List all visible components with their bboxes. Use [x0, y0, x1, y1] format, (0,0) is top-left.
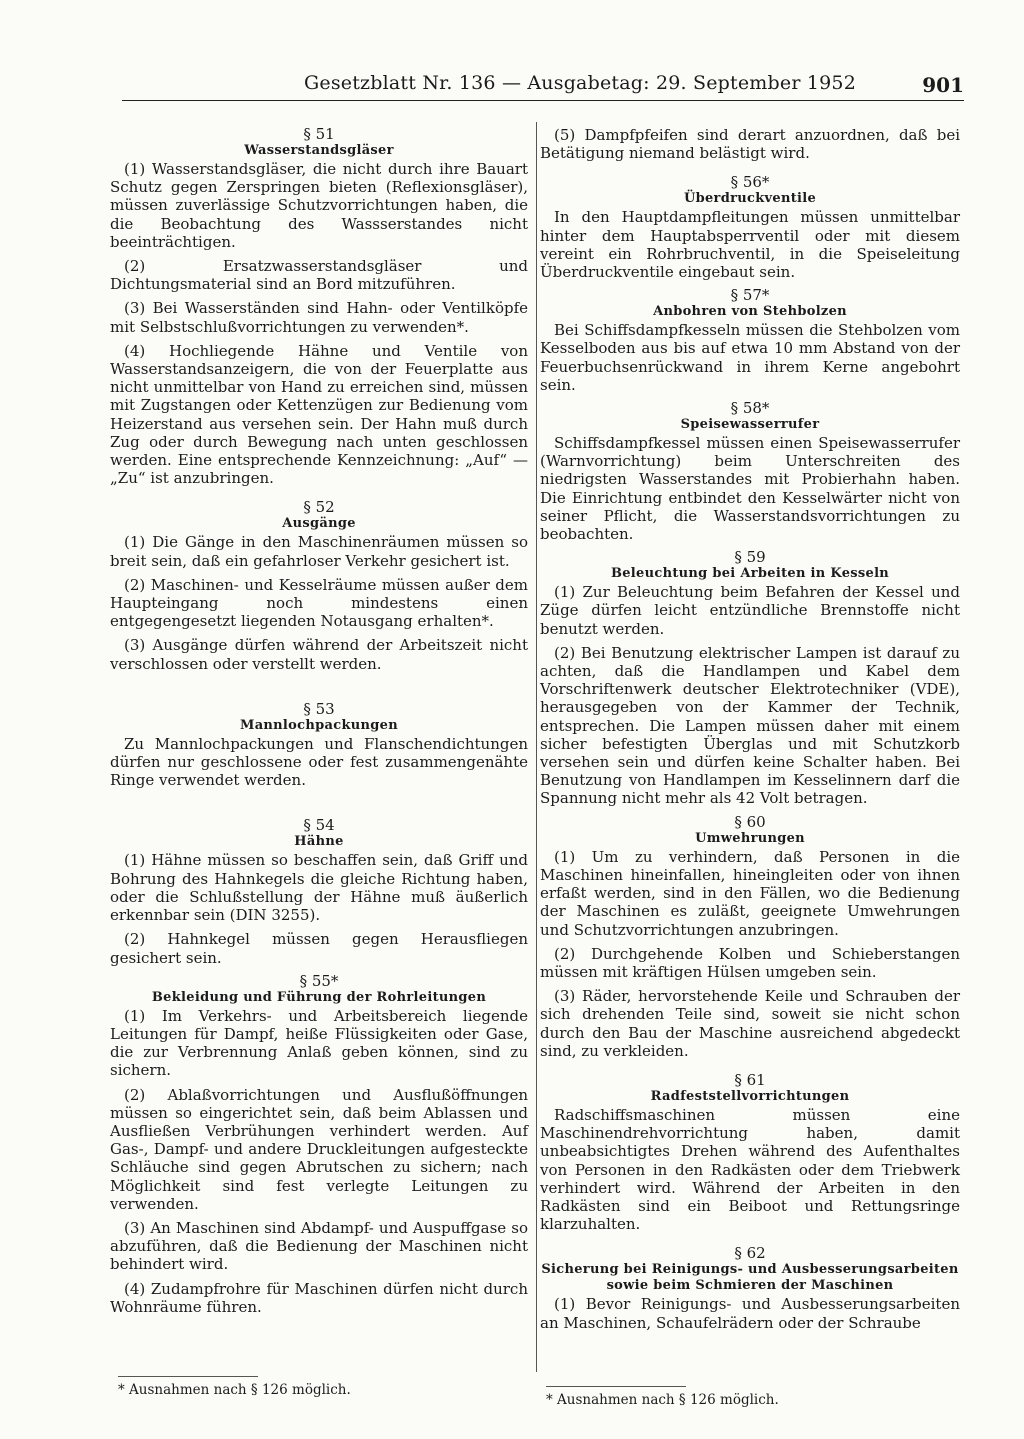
section-number: § 53: [303, 699, 335, 718]
header-rule: [122, 100, 964, 101]
section-title-line2: sowie beim Schmieren der Maschinen: [606, 1278, 894, 1294]
section-number: § 51: [303, 125, 335, 143]
section-61: [540, 1072, 960, 1233]
section-62: [540, 1245, 960, 1331]
paragraph: (3) Bei Wasserständen sind Hahn- oder Ventilköpfe mit Selbstschlußvorrichtungen zu verwenden*.: [110, 299, 528, 336]
section-number: § 52: [303, 498, 335, 517]
paragraph: (1) Im Verkehrs- und Arbeitsbereich liegende Leitungen für Dampf, heiße Flüssigkeiten oder Gase, die zur Verbrennung Anlaß geben können, sind zu sichern.: [110, 1006, 528, 1080]
page-number: 901: [922, 73, 964, 97]
section-number: § 56*: [730, 173, 770, 192]
paragraph: (2) Hahnkegel müssen gegen Herausfliegen gesichert sein.: [110, 930, 528, 967]
paragraph: (1) Die Gänge in den Maschinenräumen müssen so breit sein, daß ein gefahrloser Verkehr gesichert ist.: [110, 533, 528, 570]
paragraph: (1) Zur Beleuchtung beim Befahren der Kessel und Züge dürfen leicht entzündliche Brennstoffe nicht benutzt werden.: [540, 583, 960, 638]
section-title: Bekleidung und Führung der Rohrleitungen: [151, 989, 487, 1005]
section-58: [540, 400, 960, 543]
paragraph: Radschiffsmaschinen müssen eine Maschinendrehvorrichtung haben, damit unbeabsichtigtes Drehen während des Aufenthaltes von Personen in den Radkästen oder dem Triebwerk verhindert wird. Während der Arbeiten in den Radkästen sind ein Beiboot und Rettungsringe klarzuhalten.: [540, 1105, 960, 1234]
paragraph: In den Hauptdampfleitungen müssen unmittelbar hinter dem Hauptabsperrventil oder mit diesem vereint ein Rohrbruchventil, in die Speiseleitung Überdruckventile eingebaut sein.: [540, 208, 960, 282]
paragraph: Zu Mannlochpackungen und Flanschendichtungen dürfen nur geschlossene oder fest zusammengenähte Ringe verwendet werden.: [110, 734, 528, 790]
section-title: Umwehrungen: [695, 830, 805, 846]
section-title: Beleuchtung bei Arbeiten in Kesseln: [610, 566, 890, 582]
section-54: [110, 817, 528, 966]
paragraph: (1) Wasserstandsgläser, die nicht durch ihre Bauart Schutz gegen Zerspringen bieten (Reflexionsgläser), müssen zuverlässige Schutzvorrichtungen haben, die die Beobachtung des Wassserstandes nicht beeinträchtigen.: [110, 160, 528, 251]
section-title: Überdruckventile: [683, 191, 817, 207]
footnote-rule: [546, 1386, 686, 1387]
paragraph: (3) An Maschinen sind Abdampf- und Auspuffgase so abzuführen, daß die Bedienung der Maschinen nicht behindert wird.: [110, 1218, 528, 1274]
section-57: [540, 287, 960, 394]
section-title: Mannlochpackungen: [240, 717, 398, 733]
footnote: * Ausnahmen nach § 126 möglich.: [546, 1392, 779, 1408]
paragraph: Schiffsdampfkessel müssen einen Speisewasserrufer (Warnvorrichtung) beim Unterschreiten des niedrigsten Wasserstandes mit Probierhahn haben. Die Einrichtung entbindet den Kesselwärter nicht von seiner Pflicht, die Wasserstandsvorrichtungen zu beobachten.: [540, 434, 960, 544]
paragraph: (1) Um zu verhindern, daß Personen in die Maschinen hineinfallen, hineingleiten oder von ihnen erfaßt werden, sind in den Fällen, wo die Bedienung der Maschinen es zuläßt, geeignete Umwehrungen und Schutzvorrichtungen anzubringen.: [540, 847, 960, 939]
section-53: [110, 701, 528, 790]
footnote-rule: [118, 1376, 258, 1377]
section-title: Wasserstandsgläser: [244, 143, 394, 158]
section-number: § 55*: [299, 971, 339, 990]
section-52: [110, 499, 528, 672]
section-60: [540, 814, 960, 1060]
column-divider: [536, 122, 537, 1372]
paragraph: (4) Zudampfrohre für Maschinen dürfen nicht durch Wohnräume führen.: [110, 1279, 528, 1316]
section-number: § 60: [734, 812, 766, 831]
right-column: [540, 126, 960, 1338]
paragraph: (2) Durchgehende Kolben und Schieberstangen müssen mit kräftigen Hülsen umgeben sein.: [540, 944, 960, 981]
section-55: [110, 973, 528, 1316]
section-51: [110, 126, 528, 487]
section-title: Anbohren von Stehbolzen: [653, 304, 847, 320]
page-header: [122, 72, 964, 100]
section-56: [540, 174, 960, 281]
section-number: § 61: [734, 1070, 766, 1089]
section-title: Ausgänge: [282, 516, 356, 532]
paragraph: (2) Ersatzwasserstandsgläser und Dichtungsmaterial sind an Bord mitzuführen.: [110, 257, 528, 294]
paragraph: (2) Ablaßvorrichtungen und Ausflußöffnungen müssen so eingerichtet sein, daß beim Ablassen und Ausfließen Verbrühungen verhindert werden. Auf Gas-, Dampf- und andere Druckleitungen aufgesteckte Schläuche sind gegen Abrutschen zu sichern; nach Möglichkeit sind fest verlegte Leitungen zu verwenden.: [110, 1085, 528, 1213]
section-title: Sicherung bei Reinigungs- und Ausbesserungsarbeiten: [541, 1262, 959, 1278]
section-title: Radfeststellvorrichtungen: [650, 1088, 850, 1104]
gazette-header-title: Gesetzblatt Nr. 136 — Ausgabetag: 29. September 1952: [304, 72, 857, 94]
section-number: § 57*: [730, 286, 770, 305]
section-number: § 59: [734, 548, 766, 567]
section-number: § 54: [303, 816, 335, 835]
paragraph: (1) Hähne müssen so beschaffen sein, daß Griff und Bohrung des Hahnkegels die gleiche Richtung haben, oder die Schlußstellung der Hähne muß äußerlich erkennbar sein (DIN 3255).: [110, 851, 528, 925]
section-59: [540, 549, 960, 807]
paragraph: (2) Bei Benutzung elektrischer Lampen ist darauf zu achten, daß die Handlampen und Kabel dem Vorschriftenwerk deutscher Elektrotechniker (VDE), herausgegeben von der Kammer der Technik, entsprechen. Die Lampen müssen daher mit einem sicher befestigten Überglas und mit Schutzkorb versehen sein und dürfen keine Schalter haben. Bei Benutzung von Handlampen im Kesselinnern darf die Spannung nicht mehr als 42 Volt betragen.: [540, 643, 960, 808]
section-title: Speisewasserrufer: [680, 417, 820, 433]
section-number: § 62: [734, 1244, 766, 1263]
footnote: * Ausnahmen nach § 126 möglich.: [118, 1382, 351, 1398]
paragraph: (3) Räder, hervorstehende Keile und Schrauben der sich drehenden Teile sind, soweit sie nicht schon durch den Bau der Maschine ausreichend abgedeckt sind, zu verkleiden.: [540, 987, 960, 1060]
paragraph: (5) Dampfpfeifen sind derart anzuordnen, daß bei Betätigung niemand belästigt wird.: [540, 126, 960, 163]
paragraph: (1) Bevor Reinigungs- und Ausbesserungsarbeiten an Maschinen, Schaufelrädern oder der Schraube: [540, 1295, 960, 1332]
paragraph: (3) Ausgänge dürfen während der Arbeitszeit nicht verschlossen oder verstellt werden.: [110, 636, 528, 673]
paragraph: (2) Maschinen- und Kesselräume müssen außer dem Haupteingang noch mindestens einen entgegengesetzt liegenden Notausgang erhalten*.: [110, 575, 528, 631]
paragraph: Bei Schiffsdampfkesseln müssen die Stehbolzen vom Kesselboden aus bis auf etwa 10 mm Abstand von der Feuerbuchsenrückwand in ihrem Kerne angebohrt sein.: [540, 321, 960, 394]
left-column: [110, 126, 528, 1322]
paragraph: (4) Hochliegende Hähne und Ventile von Wasserstandsanzeigern, die von der Feuerplatte aus nicht unmittelbar von Hand zu erreichen sind, müssen mit Zugstangen oder Kettenzügen zur Bedienung vom Heizerstand aus versehen sein. Der Hahn muß durch Zug oder durch Bewegung nach unten geschlossen werden. Eine entsprechende Kennzeichnung: „Auf“ — „Zu“ ist anzubringen.: [110, 341, 528, 488]
section-number: § 58*: [730, 399, 770, 418]
section-title: Hähne: [294, 834, 344, 850]
